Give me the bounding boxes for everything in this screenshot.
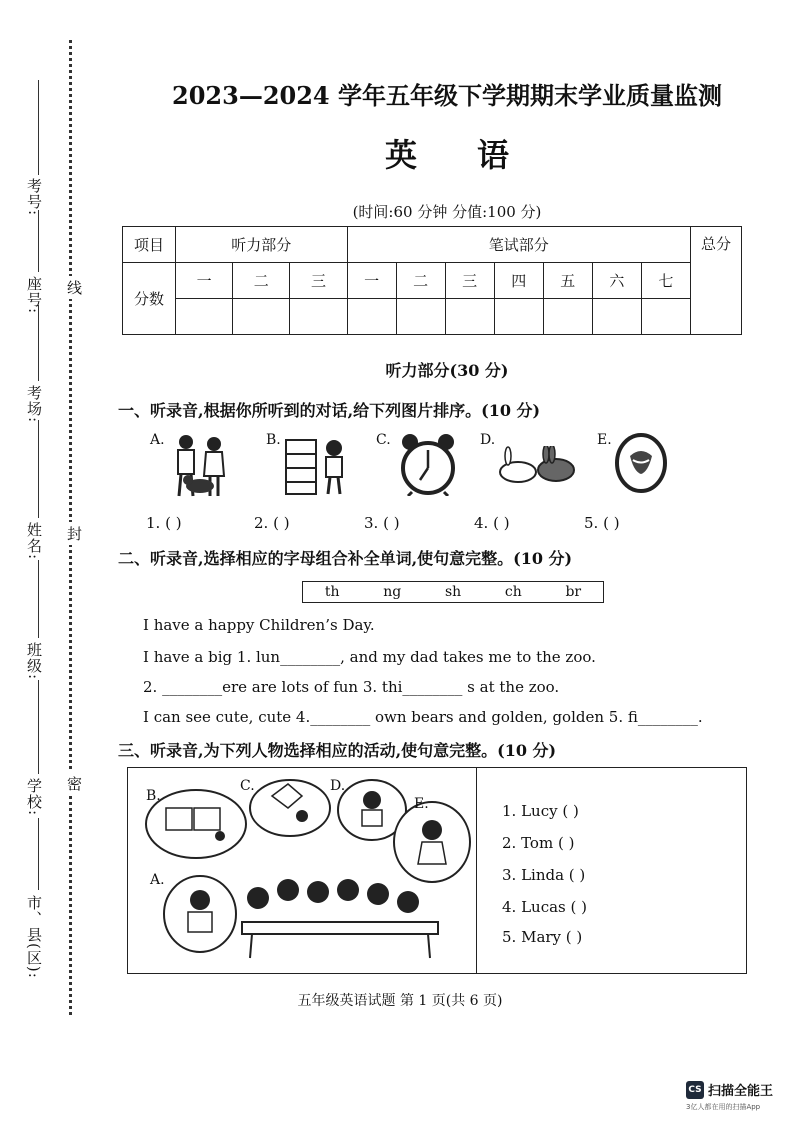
score-cell[interactable]	[641, 299, 690, 335]
school-label: 学校:	[25, 778, 43, 817]
listening-col-2: 二	[233, 263, 290, 299]
score-table	[122, 226, 742, 335]
name-label: 姓名:	[25, 522, 43, 561]
passage-line-1: I have a happy Children’s Day.	[143, 616, 375, 634]
score-cell[interactable]	[445, 299, 494, 335]
exam-number-label: 考号:	[25, 178, 43, 217]
picture-letter-b: B.	[266, 432, 281, 448]
class-line	[38, 560, 39, 638]
class-label: 班级:	[25, 642, 43, 681]
answer-1[interactable]: 1. ( )	[146, 514, 182, 532]
picture-letter-d: D.	[480, 432, 496, 448]
picture-letter-e: E.	[597, 432, 612, 448]
score-cell[interactable]	[494, 299, 543, 335]
score-cell[interactable]	[543, 299, 592, 335]
written-col-6: 六	[592, 263, 641, 299]
passage-line-3[interactable]: 2. ________ere are lots of fun 3. thi________ s at the zoo.	[143, 678, 560, 696]
exam-room-label: 考场:	[25, 385, 43, 424]
written-col-2: 二	[396, 263, 445, 299]
score-cell[interactable]	[396, 299, 445, 335]
person-linda[interactable]: 3. Linda ( )	[502, 866, 586, 884]
exam-title: 2023—2024 学年五年级下学期期末学业质量监测	[172, 81, 722, 110]
answer-4[interactable]: 4. ( )	[474, 514, 510, 532]
city-label: 市、县(区):	[25, 895, 43, 979]
school-line	[38, 680, 39, 774]
total-header: 总分	[691, 227, 742, 335]
letter-option: ng	[383, 584, 402, 600]
scene-letter-a: A.	[150, 872, 165, 888]
listening-header: 听力部分	[176, 227, 348, 263]
part3-instruction: 三、听录音,为下列人物选择相应的活动,使句意完整。(10 分)	[118, 741, 557, 760]
passage-line-4[interactable]: I can see cute, cute 4.________ own bears and golden, golden 5. fi________.	[143, 708, 703, 726]
written-col-4: 四	[494, 263, 543, 299]
listening-col-1: 一	[176, 263, 233, 299]
scene-letter-c: C.	[240, 778, 255, 794]
rabbits-picture	[494, 446, 580, 486]
score-cell[interactable]	[176, 299, 233, 335]
letter-option: th	[324, 584, 340, 600]
score-header: 分数	[123, 263, 176, 335]
listening-heading: 听力部分(30 分)	[385, 361, 509, 380]
seat-number-line	[38, 210, 39, 272]
letter-option: ch	[504, 584, 522, 600]
seat-number-label: 座号:	[25, 276, 43, 315]
city-line	[38, 818, 39, 890]
scanner-watermark	[686, 1080, 773, 1099]
family-walking-dog-picture	[166, 432, 238, 500]
scene-letter-b: B.	[146, 788, 161, 804]
part1-instruction: 一、听录音,根据你所听到的对话,给下列图片排序。(10 分)	[118, 401, 541, 420]
letter-combinations-box	[302, 581, 604, 603]
written-col-5: 五	[543, 263, 592, 299]
score-cell[interactable]	[347, 299, 396, 335]
letter-option: br	[565, 584, 582, 600]
part3-divider	[476, 768, 477, 973]
answer-2[interactable]: 2. ( )	[254, 514, 290, 532]
person-tom[interactable]: 2. Tom ( )	[502, 834, 575, 852]
scene-letter-e: E.	[414, 796, 429, 812]
mouth-picture	[614, 432, 668, 494]
seal-mi: 密	[64, 772, 85, 795]
answer-5[interactable]: 5. ( )	[584, 514, 620, 532]
picture-letter-c: C.	[376, 432, 391, 448]
written-col-3: 三	[445, 263, 494, 299]
exam-room-line	[38, 305, 39, 381]
written-col-1: 一	[347, 263, 396, 299]
alarm-clock-picture	[398, 432, 458, 496]
person-lucas[interactable]: 4. Lucas ( )	[502, 898, 587, 916]
written-col-7: 七	[641, 263, 690, 299]
scene-letter-d: D.	[330, 778, 346, 794]
page-footer: 五年级英语试题 第 1 页(共 6 页)	[297, 993, 503, 1009]
passage-line-2[interactable]: I have a big 1. lun________, and my dad takes me to the zoo.	[143, 648, 596, 666]
item-header: 项目	[123, 227, 176, 263]
seal-xian: 线	[64, 276, 85, 299]
score-cell[interactable]	[592, 299, 641, 335]
letter-option: sh	[444, 584, 462, 600]
scanner-name: 扫描全能王	[708, 1084, 774, 1099]
listening-col-3: 三	[290, 263, 347, 299]
part3-box	[127, 767, 747, 974]
answer-3[interactable]: 3. ( )	[364, 514, 400, 532]
person-lucy[interactable]: 1. Lucy ( )	[502, 802, 579, 820]
girl-shopping-picture	[284, 432, 354, 498]
part2-instruction: 二、听录音,选择相应的字母组合补全单词,使句意完整。(10 分)	[118, 549, 573, 568]
scanner-slogan: 3亿人都在用的扫描App	[686, 1103, 761, 1111]
written-header: 笔试部分	[347, 227, 690, 263]
picture-letter-a: A.	[150, 432, 165, 448]
person-mary[interactable]: 5. Mary ( )	[502, 928, 583, 946]
score-cell[interactable]	[290, 299, 347, 335]
score-cell[interactable]	[233, 299, 290, 335]
scanner-logo-icon: CS	[686, 1081, 704, 1099]
name-line	[38, 420, 39, 518]
exam-number-line	[38, 80, 39, 175]
seal-feng: 封	[64, 522, 85, 545]
exam-meta: (时间:60 分钟 分值:100 分)	[352, 203, 542, 221]
subject-title: 英语	[384, 136, 569, 174]
